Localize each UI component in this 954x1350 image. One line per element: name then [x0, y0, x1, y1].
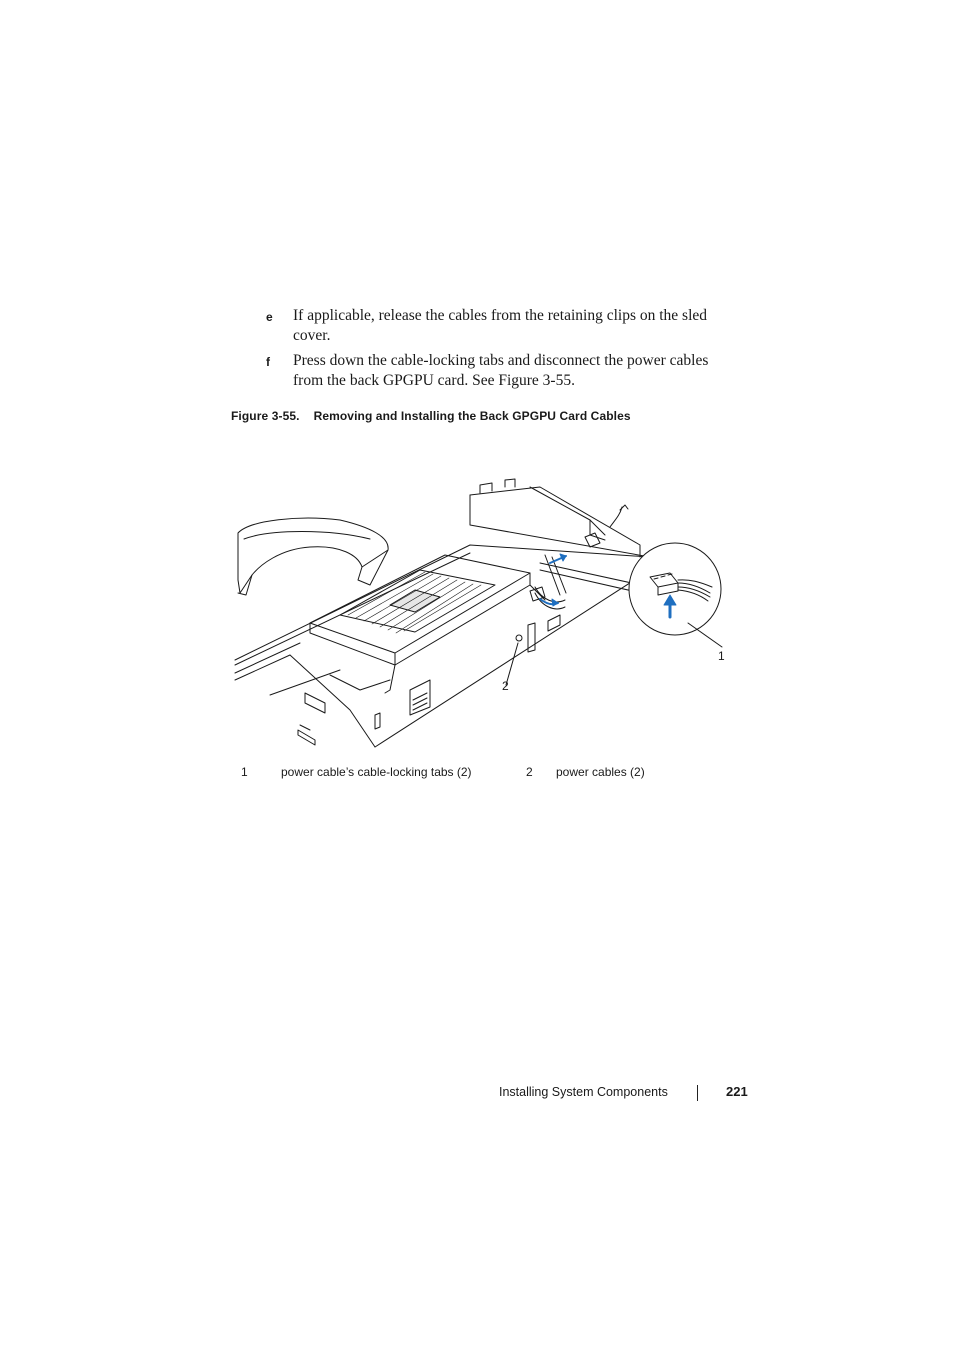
- figure-number: Figure 3-55.: [231, 409, 300, 423]
- figure-title: Removing and Installing the Back GPGPU Card Cables: [313, 409, 631, 423]
- page-number: 221: [726, 1084, 748, 1099]
- footer-divider: [697, 1085, 698, 1101]
- legend-label-1: power cable’s cable-locking tabs (2): [281, 765, 472, 779]
- callout-2: 2: [502, 679, 509, 693]
- footer-section-title: Installing System Components: [499, 1085, 668, 1099]
- step-letter: e: [266, 310, 273, 324]
- figure-illustration: [230, 475, 730, 760]
- callout-2-marker: [516, 635, 522, 641]
- connector-inset: [629, 543, 722, 647]
- step-f: [266, 351, 736, 391]
- step-text: If applicable, release the cables from the retaining clips on the sled cover.: [293, 307, 708, 344]
- figure-caption: [231, 409, 631, 423]
- callout-1: 1: [718, 649, 725, 663]
- step-letter: f: [266, 355, 270, 369]
- legend-num-1: 1: [241, 765, 248, 779]
- sled-tray: [235, 545, 650, 747]
- step-e: [266, 306, 736, 346]
- legend-num-2: 2: [526, 765, 533, 779]
- legend-label-2: power cables (2): [556, 765, 645, 779]
- ribbon-cable: [238, 518, 388, 595]
- riser-bracket: [470, 479, 650, 557]
- step-text: Press down the cable-locking tabs and disconnect the power cables from the back GPGPU card. See Figure 3-55.: [293, 352, 709, 389]
